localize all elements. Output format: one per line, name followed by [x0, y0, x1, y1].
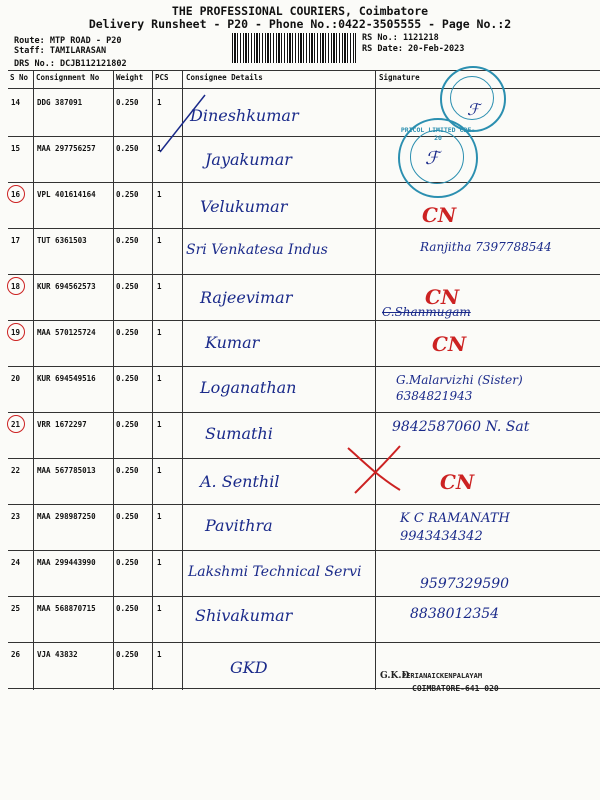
row-consignment: VJA 43832 — [37, 650, 78, 659]
row-pcs: 1 — [157, 420, 162, 429]
row-consignment: VPL 401614164 — [37, 190, 96, 199]
row-consignment: VRR 1672297 — [37, 420, 87, 429]
runsheet-title: Delivery Runsheet - P20 - Phone No.:0422-3505555 - Page No.:2 — [88, 17, 512, 31]
table-top-line — [8, 70, 600, 71]
row-consignee-name: Sumathi — [205, 424, 273, 443]
row-divider — [8, 550, 600, 551]
row-divider — [8, 182, 600, 183]
drs-label: DRS No.: DCJB112121802 — [14, 59, 127, 69]
row-weight: 0.250 — [116, 558, 139, 567]
cn-mark: CN — [422, 203, 457, 227]
bottom-stamp-line1: PERIANAICKENPALAYAM — [402, 672, 483, 680]
row-sno: 19 — [11, 328, 21, 337]
col-header-consignee: Consignee Details — [186, 73, 263, 82]
col-header-pcs: PCS — [155, 73, 169, 82]
row-weight: 0.250 — [116, 604, 139, 613]
col-header-consignment: Consignment No — [36, 73, 100, 82]
row-weight: 0.250 — [116, 374, 139, 383]
row-pcs: 1 — [157, 282, 162, 291]
red-circle-mark — [7, 415, 25, 433]
bottom-stamp-line2: COIMBATORE-641 020 — [412, 684, 499, 693]
row-consignee-name: Pavithra — [205, 516, 273, 535]
row-divider — [8, 688, 600, 689]
rs-date: RS Date: 20-Feb-2023 — [362, 44, 465, 54]
barcode — [232, 33, 356, 63]
row-weight: 0.250 — [116, 328, 139, 337]
row-divider — [8, 366, 600, 367]
row-divider — [8, 320, 600, 321]
stamp-text: PRICOL LIMITED CBE-20 — [400, 126, 476, 142]
row-pcs: 1 — [157, 604, 162, 613]
header-bottom-line — [8, 88, 600, 89]
row-pcs: 1 — [157, 512, 162, 521]
row-consignment: KUR 694562573 — [37, 282, 96, 291]
rs-number: RS No.: 1121218 — [362, 33, 439, 43]
col-divider — [182, 70, 183, 690]
row-signature: G.Malarvizhi (Sister) 6384821943 — [396, 373, 523, 403]
row-pcs: 1 — [157, 558, 162, 567]
row-pcs: 1 — [157, 190, 162, 199]
row-signature: C.Shanmugam — [382, 305, 471, 319]
row-pcs: 1 — [157, 650, 162, 659]
row-weight: 0.250 — [116, 420, 139, 429]
row-divider — [8, 412, 600, 413]
red-circle-mark — [7, 277, 25, 295]
row-sno: 21 — [11, 420, 21, 429]
cn-mark: CN — [432, 332, 467, 356]
row-consignment: MAA 299443990 — [37, 558, 96, 567]
stamp-signature: ℱ — [425, 148, 440, 169]
row-consignee-name: Rajeevimar — [200, 288, 293, 307]
row-consignment: MAA 298987250 — [37, 512, 96, 521]
cn-mark: CN — [440, 470, 475, 494]
col-divider — [375, 70, 376, 690]
row-consignee-name: Kumar — [205, 333, 260, 352]
staff-label: Staff: TAMILARASAN — [14, 46, 107, 56]
row-consignment: MAA 297756257 — [37, 144, 96, 153]
row-consignee-name: A. Senthil — [200, 472, 280, 491]
row-signature: G.K.D — [380, 671, 410, 681]
col-header-weight: Weight — [116, 73, 144, 82]
row-sno: 26 — [11, 650, 21, 659]
row-pcs: 1 — [157, 328, 162, 337]
row-consignee-name: Velukumar — [200, 197, 288, 216]
row-sno: 22 — [11, 466, 21, 475]
row-consignment: TUT 6361503 — [37, 236, 87, 245]
row-sno: 24 — [11, 558, 21, 567]
row-consignee-name: Jayakumar — [205, 150, 292, 169]
row-weight: 0.250 — [116, 236, 139, 245]
row-consignment: MAA 568870715 — [37, 604, 96, 613]
row-signature: 9842587060 N. Sat — [392, 419, 530, 435]
route-label: Route: MTP ROAD - P20 — [14, 36, 122, 46]
col-header-sno: S No — [10, 73, 29, 82]
row-sno: 16 — [11, 190, 21, 199]
row-divider — [8, 228, 600, 229]
row-weight: 0.250 — [116, 466, 139, 475]
col-header-signature: Signature — [379, 73, 420, 82]
row-pcs: 1 — [157, 236, 162, 245]
row-consignee-name: Lakshmi Technical Servi — [188, 564, 362, 580]
row-pcs: 1 — [157, 98, 162, 107]
col-divider — [152, 70, 153, 690]
row-consignment: MAA 567785013 — [37, 466, 96, 475]
row-pcs: 1 — [157, 144, 162, 153]
stamp-signature: ℱ — [467, 100, 480, 119]
row-consignment: KUR 694549516 — [37, 374, 96, 383]
row-pcs: 1 — [157, 466, 162, 475]
company-title: THE PROFESSIONAL COURIERS, Coimbatore — [171, 4, 429, 18]
row-sno: 14 — [11, 98, 21, 107]
row-sno: 15 — [11, 144, 21, 153]
row-consignment: MAA 570125724 — [37, 328, 96, 337]
row-signature: 8838012354 — [410, 606, 500, 622]
row-sno: 18 — [11, 282, 21, 291]
row-weight: 0.250 — [116, 282, 139, 291]
red-circle-mark — [7, 185, 25, 203]
col-divider — [113, 70, 114, 690]
ink-stroke — [150, 90, 210, 160]
row-weight: 0.250 — [116, 512, 139, 521]
row-pcs: 1 — [157, 374, 162, 383]
row-divider — [8, 136, 600, 137]
row-consignee-name: Shivakumar — [195, 606, 293, 625]
row-sno: 25 — [11, 604, 21, 613]
row-consignment: DDG 387091 — [37, 98, 83, 107]
row-consignee-name: Dineshkumar — [190, 106, 299, 125]
row-weight: 0.250 — [116, 190, 139, 199]
row-weight: 0.250 — [116, 98, 139, 107]
row-sno: 17 — [11, 236, 21, 245]
red-cross-mark — [340, 438, 420, 498]
row-signature: 9597329590 — [420, 576, 510, 592]
row-divider — [8, 596, 600, 597]
row-sno: 23 — [11, 512, 21, 521]
row-consignee-name: Sri Venkatesa Indus — [186, 242, 328, 258]
row-weight: 0.250 — [116, 144, 139, 153]
row-divider — [8, 274, 600, 275]
red-circle-mark — [7, 323, 25, 341]
row-signature: Ranjitha 7397788544 — [420, 240, 552, 254]
cn-mark: CN — [425, 285, 460, 309]
row-divider — [8, 504, 600, 505]
row-signature: K C RAMANATH 9943434342 — [400, 511, 510, 544]
row-consignee-name: Loganathan — [200, 378, 297, 397]
col-divider — [33, 70, 34, 690]
row-consignee-name: GKD — [230, 658, 268, 677]
row-divider — [8, 642, 600, 643]
row-divider — [8, 458, 600, 459]
row-weight: 0.250 — [116, 650, 139, 659]
row-sno: 20 — [11, 374, 21, 383]
